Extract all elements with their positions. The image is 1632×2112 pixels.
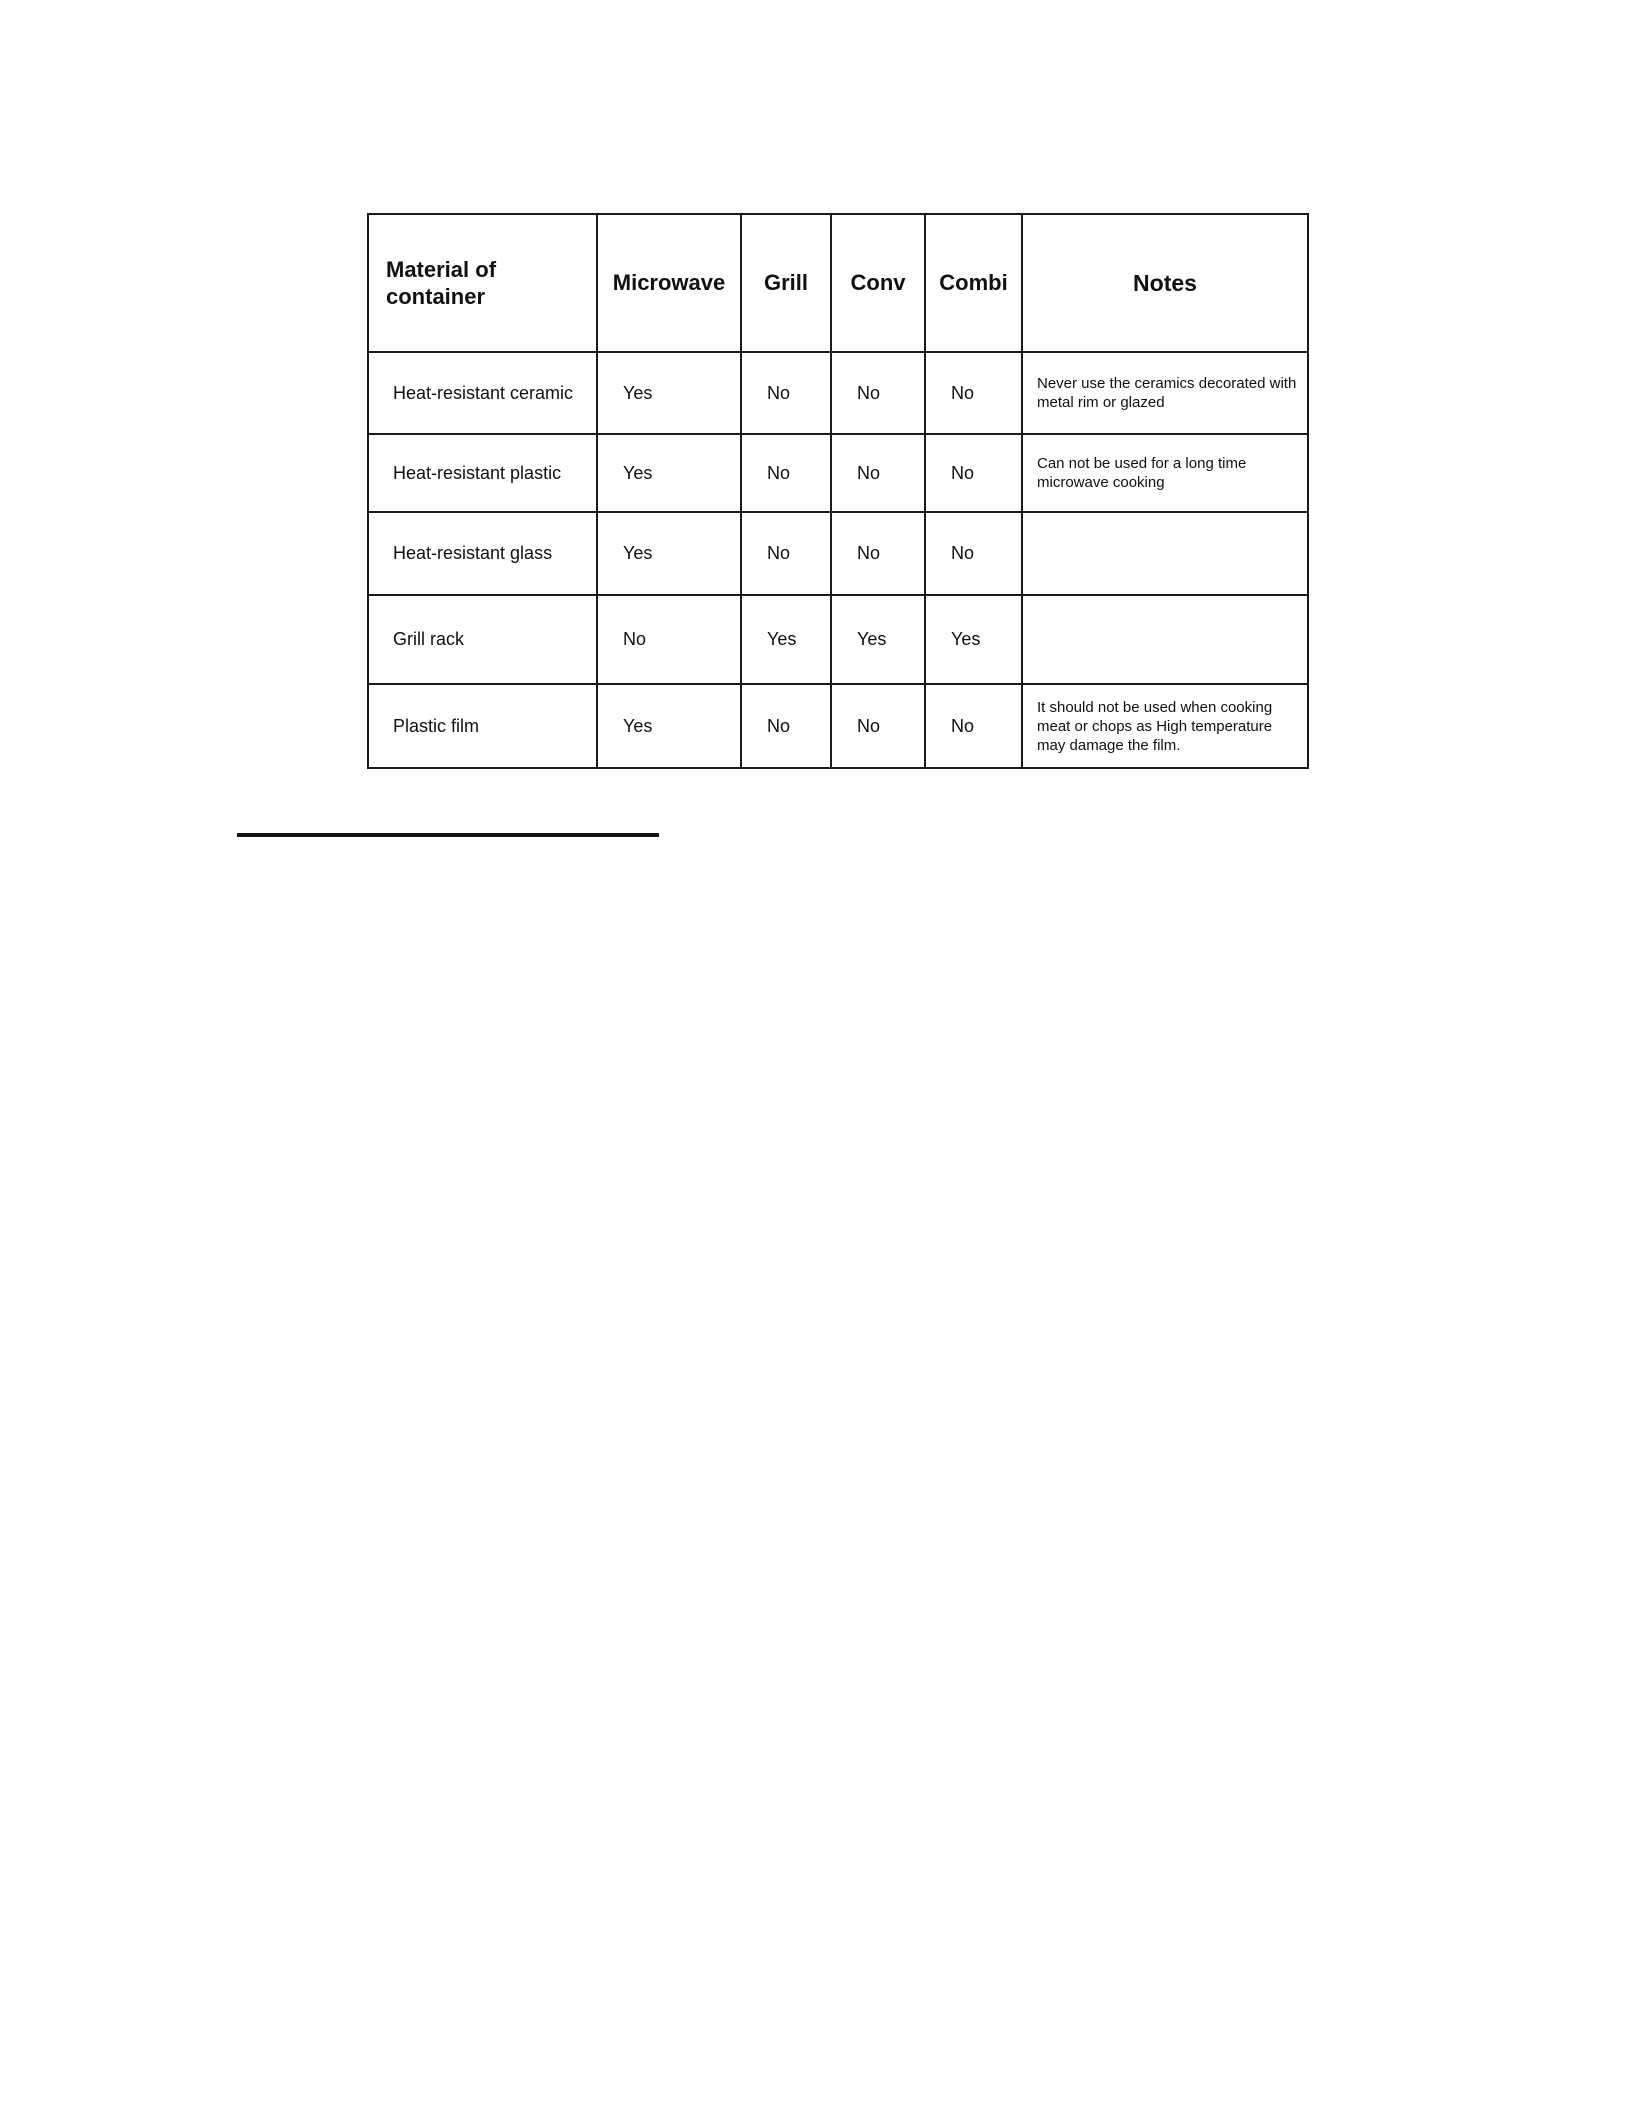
header-combi: Combi [925, 214, 1022, 352]
conv-cell: No [831, 512, 925, 595]
horizontal-rule [237, 833, 659, 837]
header-grill: Grill [741, 214, 831, 352]
material-cell: Heat-resistant glass [368, 512, 597, 595]
conv-cell: No [831, 352, 925, 434]
conv-cell: No [831, 434, 925, 512]
container-compatibility-table [367, 213, 1309, 769]
combi-cell: No [925, 684, 1022, 768]
grill-cell: No [741, 352, 831, 434]
combi-cell: No [925, 434, 1022, 512]
conv-cell: No [831, 684, 925, 768]
header-microwave: Microwave [597, 214, 741, 352]
table-row [368, 684, 1308, 768]
combi-cell: No [925, 512, 1022, 595]
header-conv: Conv [831, 214, 925, 352]
notes-cell: Never use the ceramics decorated with metal rim or glazed [1022, 352, 1308, 434]
combi-cell: Yes [925, 595, 1022, 684]
table-row [368, 352, 1308, 434]
material-cell: Plastic film [368, 684, 597, 768]
table-row [368, 434, 1308, 512]
grill-cell: No [741, 434, 831, 512]
header-notes: Notes [1022, 214, 1308, 352]
table-row [368, 595, 1308, 684]
microwave-cell: Yes [597, 512, 741, 595]
microwave-cell: Yes [597, 684, 741, 768]
grill-cell: No [741, 512, 831, 595]
table-header-row [368, 214, 1308, 352]
grill-cell: No [741, 684, 831, 768]
table-row [368, 512, 1308, 595]
material-cell: Heat-resistant ceramic [368, 352, 597, 434]
notes-cell: Can not be used for a long time microwave cooking [1022, 434, 1308, 512]
combi-cell: No [925, 352, 1022, 434]
grill-cell: Yes [741, 595, 831, 684]
microwave-cell: Yes [597, 434, 741, 512]
notes-cell [1022, 595, 1308, 684]
microwave-cell: No [597, 595, 741, 684]
material-cell: Heat-resistant plastic [368, 434, 597, 512]
header-material: Material of container [368, 214, 597, 352]
notes-cell [1022, 512, 1308, 595]
conv-cell: Yes [831, 595, 925, 684]
material-cell: Grill rack [368, 595, 597, 684]
notes-cell: It should not be used when cooking meat or chops as High temperature may damage the film. [1022, 684, 1308, 768]
microwave-cell: Yes [597, 352, 741, 434]
